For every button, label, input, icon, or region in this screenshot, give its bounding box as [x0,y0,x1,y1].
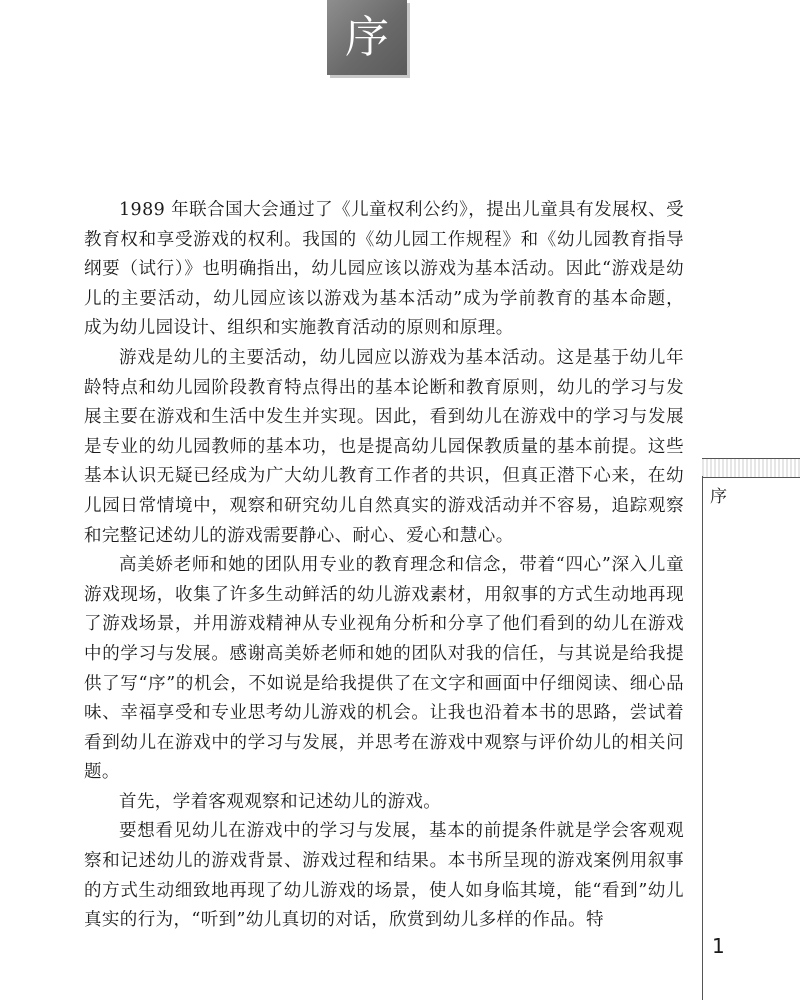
side-tab-label: 序 [710,487,727,507]
chapter-title: 序 [327,0,407,75]
side-tab-rule [702,458,800,478]
paragraph: 首先，学着客观观察和记述幼儿的游戏。 [119,791,442,812]
page-number: 1 [712,934,725,958]
paragraph: 高美娇老师和她的团队用专业的教育理念和信念，带着“四心”深入儿童游戏现场，收集了许多生动鲜活的幼儿游戏素材，用叙事的方式生动地再现了游戏场景，并用游戏精神从专业视角分析和分享了他们看到的幼儿在游戏中的学习与发展。感谢高美娇老师和她的团队对我的信任，与其说是给我提供了写“序”的机会，不如说是给我提供了在文字和画面中仔细阅读、细心品味、幸福享受和专业思考幼儿游戏的机会。让我也沿着本书的思路，尝试着看到幼儿在游戏中的学习与发展，并思考在游戏中观察与评价幼儿的相关问题。 [84,555,684,783]
paragraph: 1989 年联合国大会通过了《儿童权利公约》，提出儿童具有发展权、受教育权和享受游戏的权利。我国的《幼儿园工作规程》和《幼儿园教育指导纲要（试行）》也明确指出，幼儿园应该以游戏为基本活动。因此“游戏是幼儿的主要活动，幼儿园应该以游戏为基本活动”成为学前教育的基本命题，成为幼儿园设计、组织和实施教育活动的原则和原理。 [84,200,684,339]
paragraph: 要想看见幼儿在游戏中的学习与发展，基本的前提条件就是学会客观观察和记述幼儿的游戏背景、游戏过程和结果。本书所呈现的游戏案例用叙事的方式生动细致地再现了幼儿游戏的场景，使人如身临其境，能“看到”幼儿真实的行为，“听到”幼儿真切的对话，欣赏到幼儿多样的作品。特 [84,821,684,931]
side-divider-line [702,476,703,1000]
paragraph: 游戏是幼儿的主要活动，幼儿园应以游戏为基本活动。这是基于幼儿年龄特点和幼儿园阶段教育特点得出的基本论断和教育原则，幼儿的学习与发展主要在游戏和生活中发生并实现。因此，看到幼儿在游戏中的学习与发展是专业的幼儿园教师的基本功，也是提高幼儿园保教质量的基本前提。这些基本认识无疑已经成为广大幼儿教育工作者的共识，但真正潜下心来，在幼儿园日常情境中，观察和研究幼儿自然真实的游戏活动并不容易，追踪观察和完整记述幼儿的游戏需要静心、耐心、爱心和慧心。 [84,347,684,546]
body-text [84,196,684,936]
